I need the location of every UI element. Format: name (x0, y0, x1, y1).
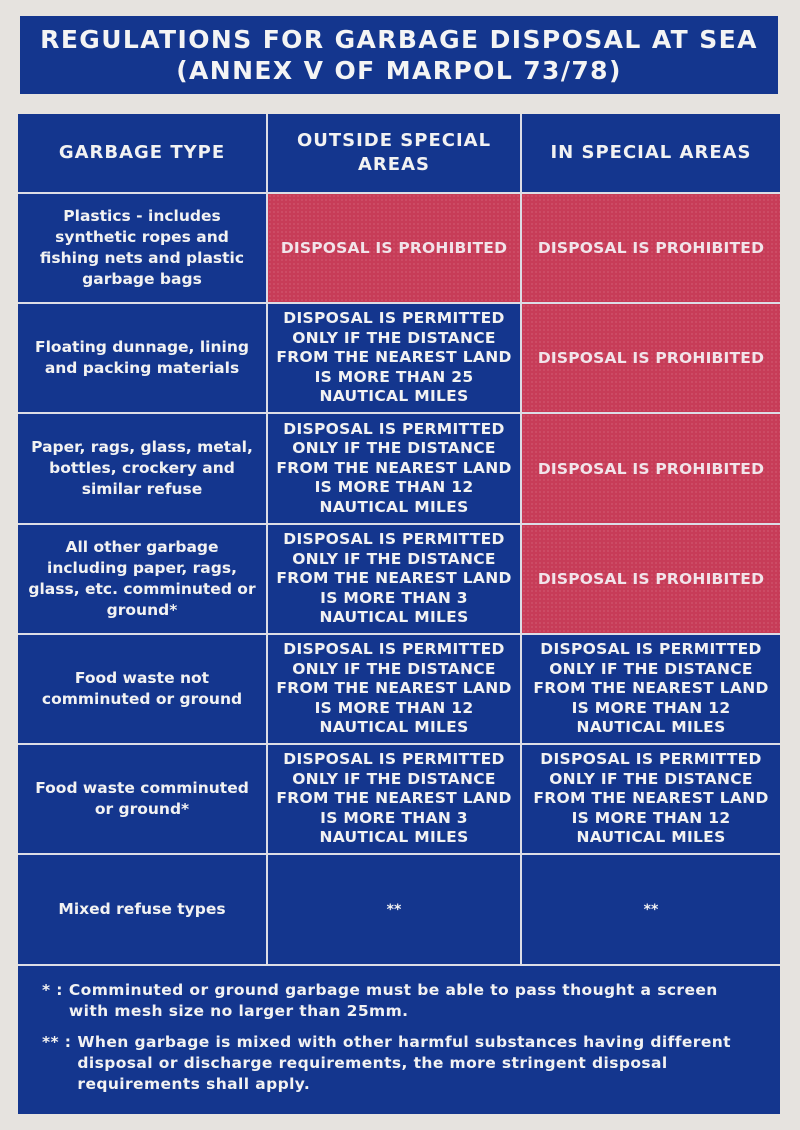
footnotes (18, 966, 780, 1114)
garbage-type-cell: Floating dunnage, lining and packing materials (18, 304, 268, 414)
in-special-areas-cell: DISPOSAL IS PROHIBITED (522, 304, 780, 414)
garbage-type-cell: Paper, rags, glass, metal, bottles, crockery and similar refuse (18, 414, 268, 525)
outside-special-areas-cell: DISPOSAL IS PERMITTED ONLY IF THE DISTANCE FROM THE NEAREST LAND IS MORE THAN 3 NAUTICAL MILES (268, 525, 522, 635)
regulations-grid (18, 114, 780, 966)
in-special-areas-cell: DISPOSAL IS PERMITTED ONLY IF THE DISTANCE FROM THE NEAREST LAND IS MORE THAN 12 NAUTICAL MILES (522, 745, 780, 855)
in-special-areas-cell: ** (522, 855, 780, 966)
outside-special-areas-cell: ** (268, 855, 522, 966)
footnote-double-star (42, 1032, 762, 1095)
outside-special-areas-cell: DISPOSAL IS PERMITTED ONLY IF THE DISTANCE FROM THE NEAREST LAND IS MORE THAN 3 NAUTICAL MILES (268, 745, 522, 855)
regulations-table (18, 114, 780, 1114)
title-line-1: REGULATIONS FOR GARBAGE DISPOSAL AT SEA (40, 25, 758, 54)
title-banner (20, 16, 778, 94)
in-special-areas-cell: DISPOSAL IS PERMITTED ONLY IF THE DISTANCE FROM THE NEAREST LAND IS MORE THAN 12 NAUTICAL MILES (522, 635, 780, 745)
footnote-mark: * : (42, 981, 63, 999)
header-garbage-type: GARBAGE TYPE (18, 114, 268, 194)
in-special-areas-cell: DISPOSAL IS PROHIBITED (522, 525, 780, 635)
garbage-type-cell: All other garbage including paper, rags, glass, etc. comminuted or ground* (18, 525, 268, 635)
footnote-single-star (42, 980, 762, 1022)
footnote-text: Comminuted or ground garbage must be able to pass thought a screen with mesh size no larger than 25mm. (68, 981, 718, 1020)
in-special-areas-cell: DISPOSAL IS PROHIBITED (522, 414, 780, 525)
garbage-type-cell: Plastics - includes synthetic ropes and fishing nets and plastic garbage bags (18, 194, 268, 304)
garbage-type-cell: Mixed refuse types (18, 855, 268, 966)
header-in-special-areas: IN SPECIAL AREAS (522, 114, 780, 194)
footnote-mark: ** : (42, 1033, 72, 1051)
in-special-areas-cell: DISPOSAL IS PROHIBITED (522, 194, 780, 304)
title-line-2: (ANNEX V OF MARPOL 73/78) (176, 56, 622, 85)
header-outside-special-areas: OUTSIDE SPECIAL AREAS (268, 114, 522, 194)
outside-special-areas-cell: DISPOSAL IS PERMITTED ONLY IF THE DISTANCE FROM THE NEAREST LAND IS MORE THAN 12 NAUTICAL MILES (268, 414, 522, 525)
garbage-type-cell: Food waste comminuted or ground* (18, 745, 268, 855)
outside-special-areas-cell: DISPOSAL IS PERMITTED ONLY IF THE DISTANCE FROM THE NEAREST LAND IS MORE THAN 12 NAUTICAL MILES (268, 635, 522, 745)
outside-special-areas-cell: DISPOSAL IS PERMITTED ONLY IF THE DISTANCE FROM THE NEAREST LAND IS MORE THAN 25 NAUTICAL MILES (268, 304, 522, 414)
garbage-type-cell: Food waste not comminuted or ground (18, 635, 268, 745)
outside-special-areas-cell: DISPOSAL IS PROHIBITED (268, 194, 522, 304)
footnote-text: When garbage is mixed with other harmful substances having different disposal or discharge requirements, the more stringent disposal requirements shall apply. (77, 1033, 731, 1093)
